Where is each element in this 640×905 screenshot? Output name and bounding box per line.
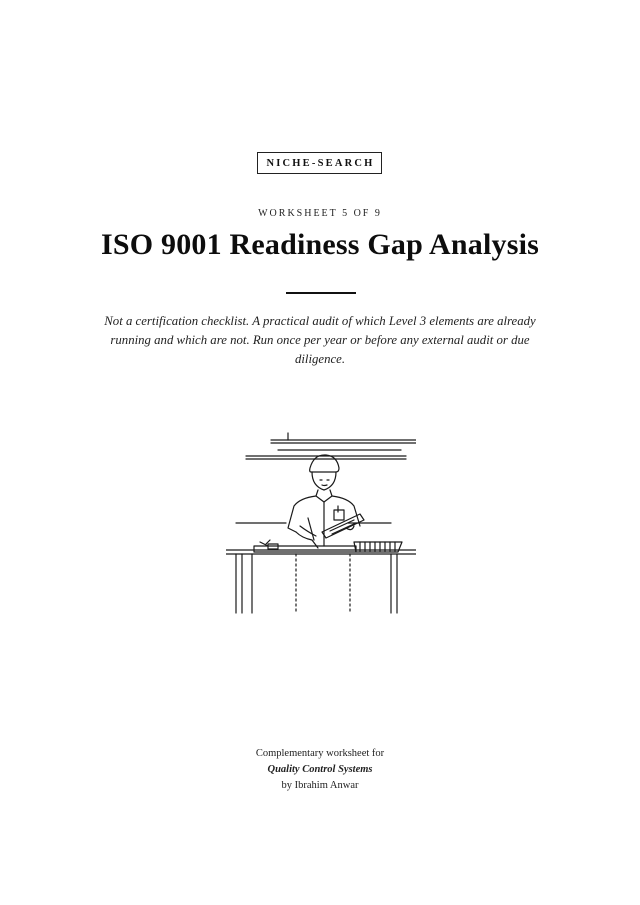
page-title: ISO 9001 Readiness Gap Analysis [101,228,539,261]
worksheet-kicker: WORKSHEET 5 OF 9 [258,208,382,219]
quality-inspector-illustration [226,428,416,618]
book-title: Quality Control Systems [267,764,373,775]
credit-block [0,746,640,794]
title-divider [286,292,356,294]
author-line: by Ibrahim Anwar [281,780,359,791]
brand-label: NICHE-SEARCH [266,157,375,169]
brand-badge [257,152,382,174]
intro-text: Not a certification checklist. A practical audit of which Level 3 elements are already running and which are not. Run once per year or before any external audit or due diligence. [104,314,536,366]
credit-intro: Complementary worksheet for [255,748,385,759]
